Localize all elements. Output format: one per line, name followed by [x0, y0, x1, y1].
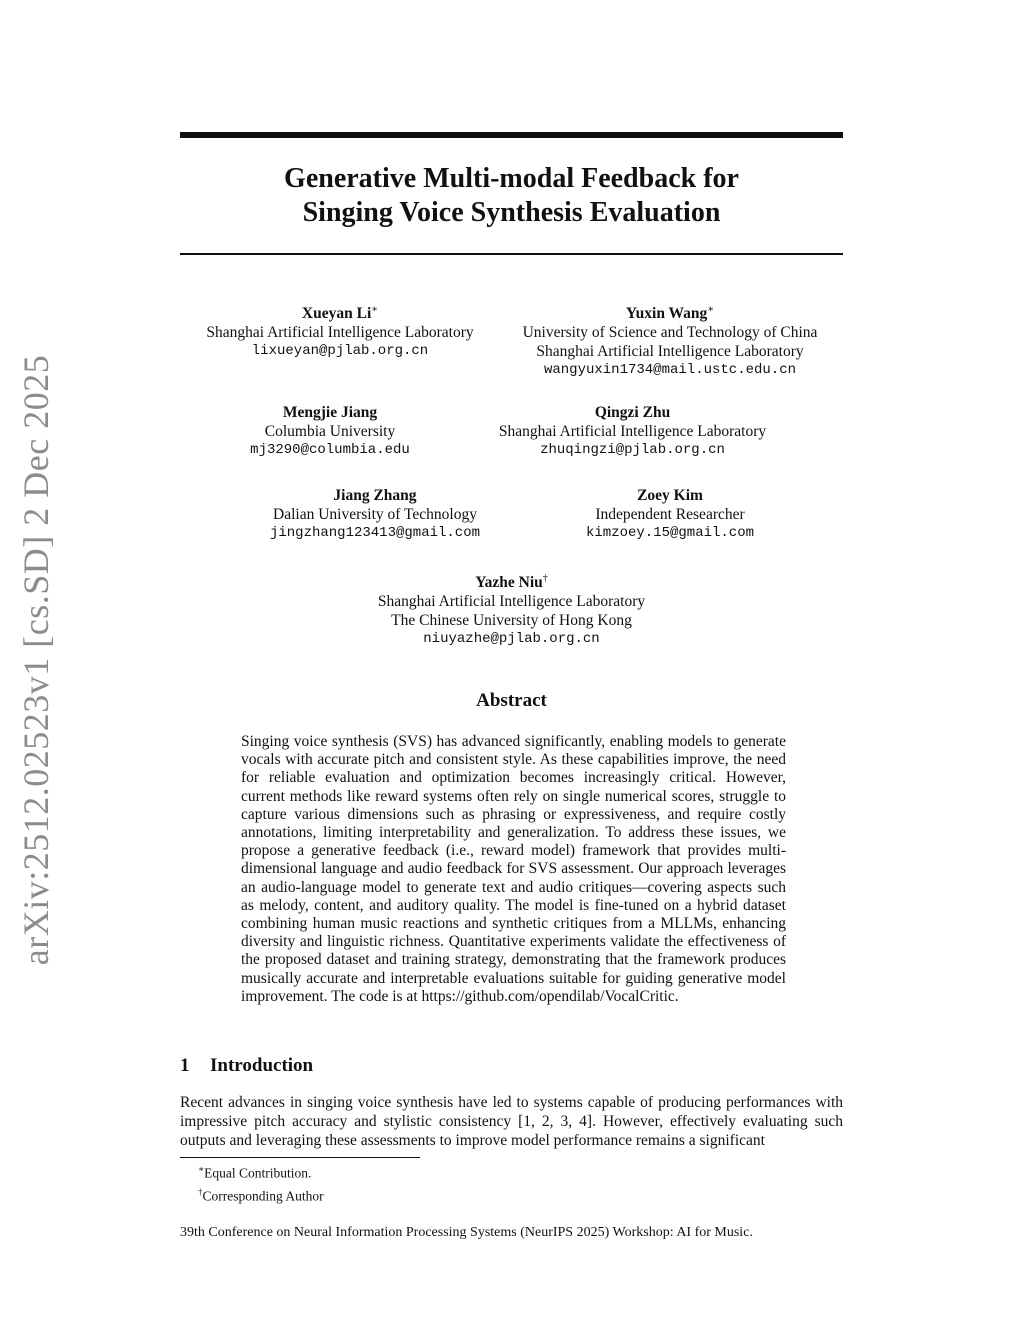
author-email: lixueyan@pjlab.org.cn	[251, 343, 429, 360]
title-line-2: Singing Voice Synthesis Evaluation	[302, 197, 721, 228]
author-affiliation: Shanghai Artificial Intelligence Laboratory	[206, 324, 474, 342]
paper-title	[180, 162, 843, 230]
author-block-4	[470, 403, 795, 460]
author-block-7	[180, 569, 843, 649]
footnote-corresponding-author: †Corresponding Author	[198, 1186, 324, 1203]
author-affiliation: Columbia University	[264, 423, 396, 440]
author-email: wangyuxin1734@mail.ustc.edu.cn	[543, 362, 797, 379]
author-block-3	[180, 403, 480, 460]
abstract-heading: Abstract	[476, 690, 547, 711]
section-title: Introduction	[210, 1055, 314, 1076]
author-name: Xueyan Li∗	[301, 304, 379, 323]
author-block-5	[250, 486, 500, 543]
author-email: mj3290@columbia.edu	[250, 442, 410, 458]
author-email: zhuqingzi@pjlab.org.cn	[540, 442, 725, 458]
author-affiliation-2: Shanghai Artificial Intelligence Laboratory	[536, 343, 804, 361]
author-name: Yazhe Niu†	[475, 573, 548, 592]
author-email: kimzoey.15@gmail.com	[585, 525, 755, 541]
author-block-2	[500, 300, 840, 380]
footnotes	[198, 1160, 324, 1205]
author-affiliation: Dalian University of Technology	[273, 506, 477, 523]
author-name: Yuxin Wang∗	[625, 304, 715, 323]
author-affiliation: Shanghai Artificial Intelligence Laboratory	[377, 593, 646, 611]
author-email: niuyazhe@pjlab.org.cn	[423, 631, 600, 648]
title-top-rule	[180, 132, 843, 138]
introduction-paragraph: Recent advances in singing voice synthesis have led to systems capable of producing performances with impressive pitch accuracy and stylistic consistency [1, 2, 3, 4]. However, effectively evaluating such outputs and leveraging these assessments to improve model performance remains a significant	[180, 1094, 843, 1149]
author-name: Qingzi Zhu	[594, 404, 671, 421]
section-heading-introduction	[180, 1055, 313, 1077]
author-block-6	[560, 486, 780, 543]
author-block-1	[180, 300, 500, 361]
author-email: jingzhang123413@gmail.com	[269, 525, 481, 541]
arxiv-identifier: arXiv:2512.02523v1 [cs.SD] 2 Dec 2025	[16, 354, 56, 966]
venue-note: 39th Conference on Neural Information Processing Systems (NeurIPS 2025) Workshop: AI for Music.	[180, 1225, 753, 1240]
author-affiliation: Independent Researcher	[595, 506, 745, 523]
author-name: Jiang Zhang	[333, 487, 417, 504]
author-name: Zoey Kim	[637, 487, 703, 504]
author-affiliation: Shanghai Artificial Intelligence Laboratory	[498, 423, 767, 440]
footnote-rule	[180, 1157, 420, 1158]
section-number: 1	[180, 1055, 190, 1076]
footnote-equal-contribution: ∗Equal Contribution.	[198, 1164, 312, 1181]
abstract-body: Singing voice synthesis (SVS) has advanced significantly, enabling models to generate vocals with accurate pitch and consistent style. As these capabilities improve, the need for reliable evaluation and optimization becomes increasingly critical. However, current methods like reward systems often rely on single numerical scores, struggle to capture various dimensions such as phrasing or expressiveness, and require costly annotations, limiting interpretability and generalization. To address these issues, we propose a generative feedback (i.e., reward model) framework that provides multi-dimensional language and audio feedback for SVS assessment. Our approach leverages an audio-language model to generate text and audio critiques—covering aspects such as melody, content, and auditory quality. The model is fine-tuned on a hybrid dataset combining human music reactions and synthetic critiques from a MLLMs, enhancing diversity and linguistic richness. Quantitative experiments validate the effectiveness of the proposed dataset and training strategy, demonstrating that the framework produces musically accurate and interpretable evaluations suitable for guiding generative model improvement. The code is at https://github.com/opendilab/VocalCritic.	[241, 733, 786, 1005]
author-name: Mengjie Jiang	[282, 404, 378, 421]
author-affiliation: University of Science and Technology of China	[522, 324, 818, 342]
title-bottom-rule	[180, 253, 843, 255]
author-affiliation-2: The Chinese University of Hong Kong	[391, 612, 632, 630]
title-line-1: Generative Multi-modal Feedback for	[284, 163, 739, 194]
